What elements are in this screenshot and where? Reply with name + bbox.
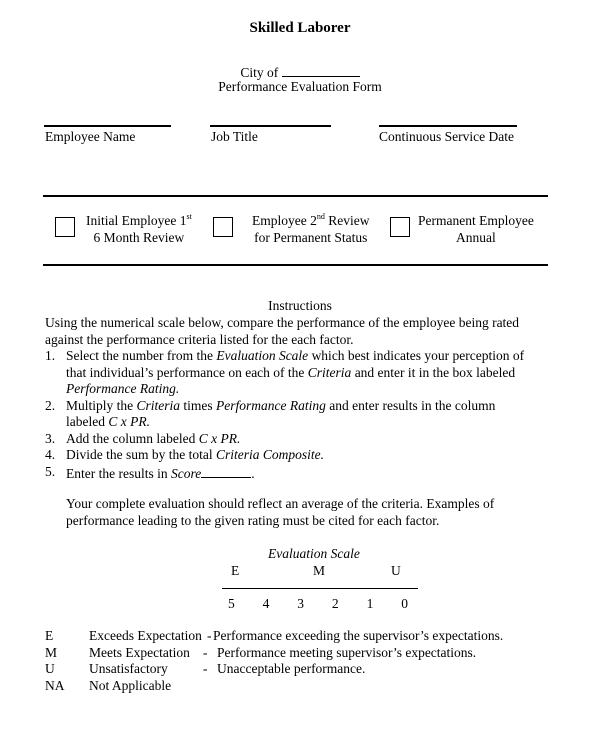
step-1-text-g: Performance Rating. bbox=[66, 381, 180, 396]
job-title-label: Job Title bbox=[211, 129, 258, 144]
permanent-status-line1: Employee 2 bbox=[252, 213, 317, 228]
job-title-line[interactable] bbox=[210, 125, 331, 127]
employee-name-label: Employee Name bbox=[45, 129, 136, 144]
annual-review-checkbox[interactable] bbox=[390, 217, 410, 237]
step-2-number: 2. bbox=[45, 397, 56, 413]
instructions-intro-1: Using the numerical scale below, compare the performance of the employee being rated bbox=[45, 315, 520, 330]
initial-review-line1: Initial Employee 1 bbox=[86, 213, 187, 228]
initial-review-option bbox=[86, 213, 192, 246]
step-3-number: 3. bbox=[45, 430, 56, 446]
scale-number-5: 5 bbox=[228, 596, 235, 611]
annual-review-option bbox=[418, 213, 534, 246]
instructions-intro-2: against the performance criteria listed for the each factor. bbox=[45, 331, 354, 347]
scale-number-0: 0 bbox=[401, 596, 408, 611]
instruction-step-5 bbox=[45, 464, 565, 483]
scale-number-3: 3 bbox=[297, 596, 305, 611]
permanent-status-option bbox=[252, 213, 369, 246]
step-2-text-d: Performance Rating bbox=[216, 397, 326, 413]
permanent-status-checkbox[interactable] bbox=[213, 217, 233, 237]
step-3-text-b: C x PR. bbox=[198, 430, 241, 446]
step-5-text-a: Enter the results in bbox=[66, 465, 171, 481]
legend-code-na: NA bbox=[45, 678, 65, 693]
scale-letter-u: U bbox=[391, 563, 401, 578]
step-1-text-c: which best indicates your perception of bbox=[308, 348, 525, 363]
step-2-text-b: Criteria bbox=[136, 397, 181, 413]
legend-desc-m: Performance meeting supervisor’s expectations. bbox=[217, 645, 477, 660]
closing-line-2: performance leading to the given rating must be cited for each factor. bbox=[66, 513, 440, 528]
initial-review-checkbox[interactable] bbox=[55, 217, 75, 237]
step-1-text-e: Criteria bbox=[307, 364, 352, 380]
score-blank[interactable] bbox=[201, 464, 251, 478]
legend-code-m: M bbox=[45, 645, 58, 660]
step-4-text-a: Divide the sum by the total bbox=[66, 447, 216, 462]
step-1-text-a: Select the number from the bbox=[66, 348, 217, 363]
step-5-text-c: . bbox=[251, 465, 255, 481]
step-2-text-e: and enter results in the column bbox=[325, 397, 496, 413]
legend-label-u: Unsatisfactory bbox=[89, 661, 168, 676]
scale-number-4: 4 bbox=[262, 596, 270, 611]
review-bottom-rule bbox=[43, 264, 548, 266]
instruction-step-1 bbox=[45, 348, 565, 398]
legend-label-m: Meets Expectation bbox=[89, 645, 190, 660]
city-blank[interactable] bbox=[282, 63, 360, 77]
form-title: Skilled Laborer bbox=[249, 20, 351, 36]
step-2-text-c: times bbox=[180, 397, 217, 413]
legend-dash-m: - bbox=[203, 645, 208, 660]
service-date-label: Continuous Service Date bbox=[379, 129, 514, 144]
legend-code-e: E bbox=[45, 628, 54, 643]
legend-desc-u: Unacceptable performance. bbox=[217, 661, 366, 676]
step-1-text-b: Evaluation Scale bbox=[216, 348, 309, 363]
scale-letter-e: E bbox=[231, 563, 240, 578]
scale-rule bbox=[222, 588, 418, 589]
legend-dash-e: - bbox=[207, 628, 212, 643]
step-3-text-a: Add the column labeled bbox=[66, 430, 199, 446]
legend-desc-e: Performance exceeding the supervisor’s expectations. bbox=[213, 628, 504, 643]
permanent-status-line1b: Review bbox=[324, 213, 370, 228]
annual-review-line2: Annual bbox=[456, 229, 496, 245]
instruction-step-3 bbox=[45, 431, 565, 448]
permanent-status-sup: nd bbox=[316, 212, 325, 221]
service-date-line[interactable] bbox=[379, 125, 517, 127]
initial-review-sup: st bbox=[186, 212, 192, 221]
step-4-number: 4. bbox=[45, 447, 56, 462]
step-2-text-f: labeled bbox=[66, 414, 109, 429]
closing-line-1: Your complete evaluation should reflect an average of the criteria. Examples of bbox=[66, 496, 495, 511]
step-2-text-a: Multiply the bbox=[66, 397, 137, 413]
form-name: Performance Evaluation Form bbox=[218, 79, 382, 94]
annual-review-line1: Permanent Employee bbox=[418, 213, 534, 228]
step-5-text-b: Score bbox=[170, 465, 202, 481]
legend-dash-u: - bbox=[203, 661, 208, 676]
step-2-text-g: C x PR. bbox=[108, 414, 150, 429]
scale-number-2: 2 bbox=[331, 596, 339, 611]
instruction-step-4 bbox=[45, 447, 565, 464]
permanent-status-line2: for Permanent Status bbox=[254, 229, 368, 245]
instruction-step-2 bbox=[45, 398, 565, 431]
step-4-text-b: Criteria Composite. bbox=[215, 447, 324, 462]
evaluation-scale-heading-text: Evaluation Scale bbox=[268, 546, 360, 561]
step-1-text-f: and enter it in the box labeled bbox=[351, 364, 516, 380]
step-5-number: 5. bbox=[45, 463, 56, 479]
employee-name-line[interactable] bbox=[44, 125, 171, 127]
legend-label-e: Exceeds Expectation bbox=[89, 628, 202, 643]
city-label: City of bbox=[240, 65, 279, 80]
legend-code-u: U bbox=[45, 661, 55, 676]
instructions-heading: Instructions bbox=[268, 298, 332, 313]
evaluation-scale-heading bbox=[268, 546, 360, 563]
scale-letter-m: M bbox=[313, 563, 326, 578]
scale-numbers bbox=[222, 596, 418, 613]
legend-label-na: Not Applicable bbox=[89, 678, 172, 693]
review-top-rule bbox=[43, 195, 548, 197]
initial-review-line2: 6 Month Review bbox=[93, 229, 185, 245]
scale-number-1: 1 bbox=[366, 596, 374, 611]
instructions-body bbox=[45, 315, 565, 482]
step-1-number: 1. bbox=[45, 348, 56, 363]
step-1-text-d: that individual’s performance on each of the bbox=[66, 364, 308, 380]
